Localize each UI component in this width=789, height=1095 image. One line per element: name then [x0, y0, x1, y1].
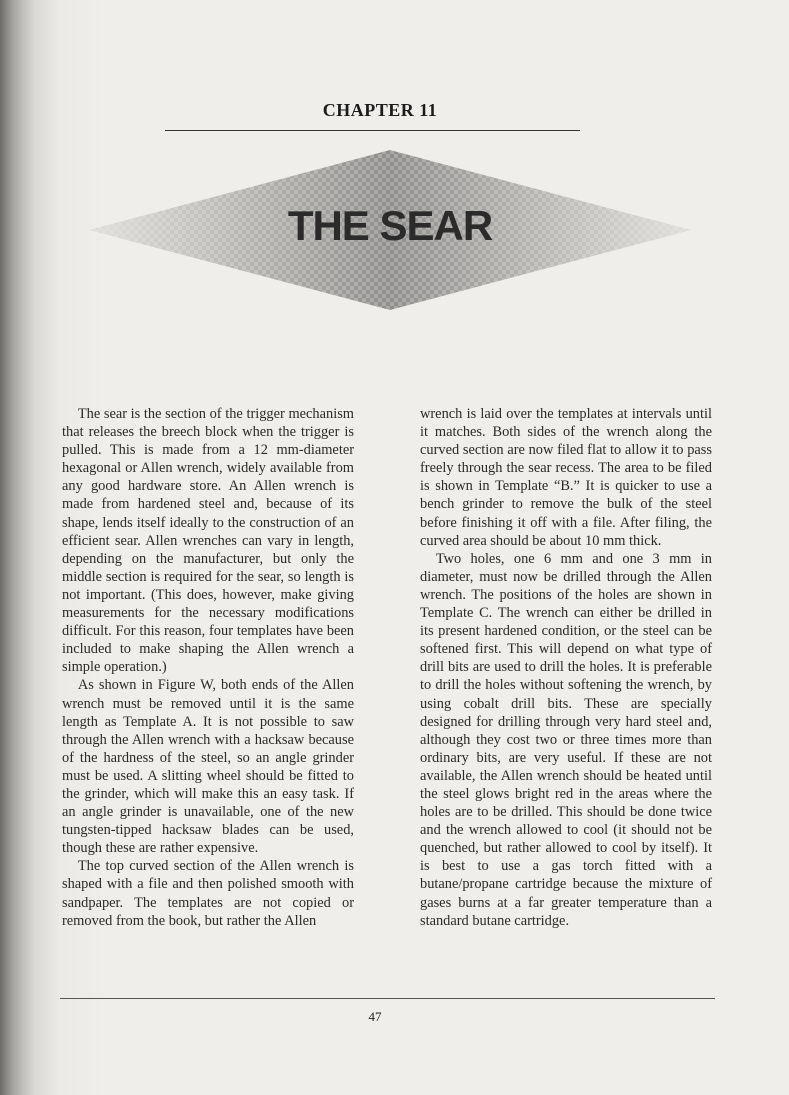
- footer-rule: [60, 998, 715, 999]
- chapter-rule: [165, 130, 580, 131]
- paragraph: The sear is the section of the trigger mechanism that releases the breech block when the trigger is pulled. This is made from a 12 mm-diameter hexagonal or Allen wrench, widely available from any good hardware store. An Allen wrench is made from hardened steel and, because of its shape, lends itself ideally to the construction of an efficient sear. Allen wrenches can vary in length, depending on the manufacturer, but only the middle section is required for the sear, so length is not important. (This does, however, make giving measurements for the necessary modifications difficult. For this reason, four templates have been included to make shaping the Allen wrench a simple operation.): [62, 406, 354, 676]
- page-number: 47: [368, 1009, 382, 1024]
- body-column-left: [62, 405, 354, 930]
- chapter-title: THE SEAR: [287, 202, 493, 249]
- chapter-label: CHAPTER 11: [322, 100, 438, 120]
- paragraph: As shown in Figure W, both ends of the Allen wrench must be removed until it is the same length as Template A. It is not possible to saw through the Allen wrench with a hacksaw because of the hardness of the steel, so an angle grinder must be used. A slitting wheel should be fitted to the grinder, which will make this an easy task. If an angle grinder is unavailable, one of the new tungsten-tipped hacksaw blades can be used, though these are rather expensive.: [62, 677, 354, 857]
- body-column-right: [420, 405, 712, 930]
- paragraph: The top curved section of the Allen wrench is shaped with a file and then polished smooth with sandpaper. The templates are not copied or removed from the book, but rather the Allen: [62, 858, 354, 929]
- paragraph: Two holes, one 6 mm and one 3 mm in diameter, must now be drilled through the Allen wrench. The positions of the holes are shown in Template C. The wrench can either be drilled in its present hardened condition, or the steel can be softened first. This will depend on what type of drill bits are used to drill the holes. It is preferable to drill the holes without softening the wrench, by using cobalt drill bits. These are specially designed for drilling through very hard steel and, although they cost two or three times more than ordinary bits, are very useful. If these are not available, the Allen wrench should be heated until the steel glows bright red in the areas where the holes are to be drilled. This should be done twice and the wrench allowed to cool (it should not be quenched, but rather allowed to cool by itself). It is best to use a gas torch fitted with a butane/propane cartridge because the mixture of gases burns at a far greater temperature than a standard butane cartridge.: [420, 550, 712, 929]
- paragraph: wrench is laid over the templates at intervals until it matches. Both sides of the wrench along the curved section are now filed flat to allow it to pass freely through the sear recess. The area to be filed is shown in Template “B.” It is quicker to use a bench grinder to remove the bulk of the steel before finishing it off with a file. After filing, the curved area should be about 10 mm thick.: [420, 406, 712, 549]
